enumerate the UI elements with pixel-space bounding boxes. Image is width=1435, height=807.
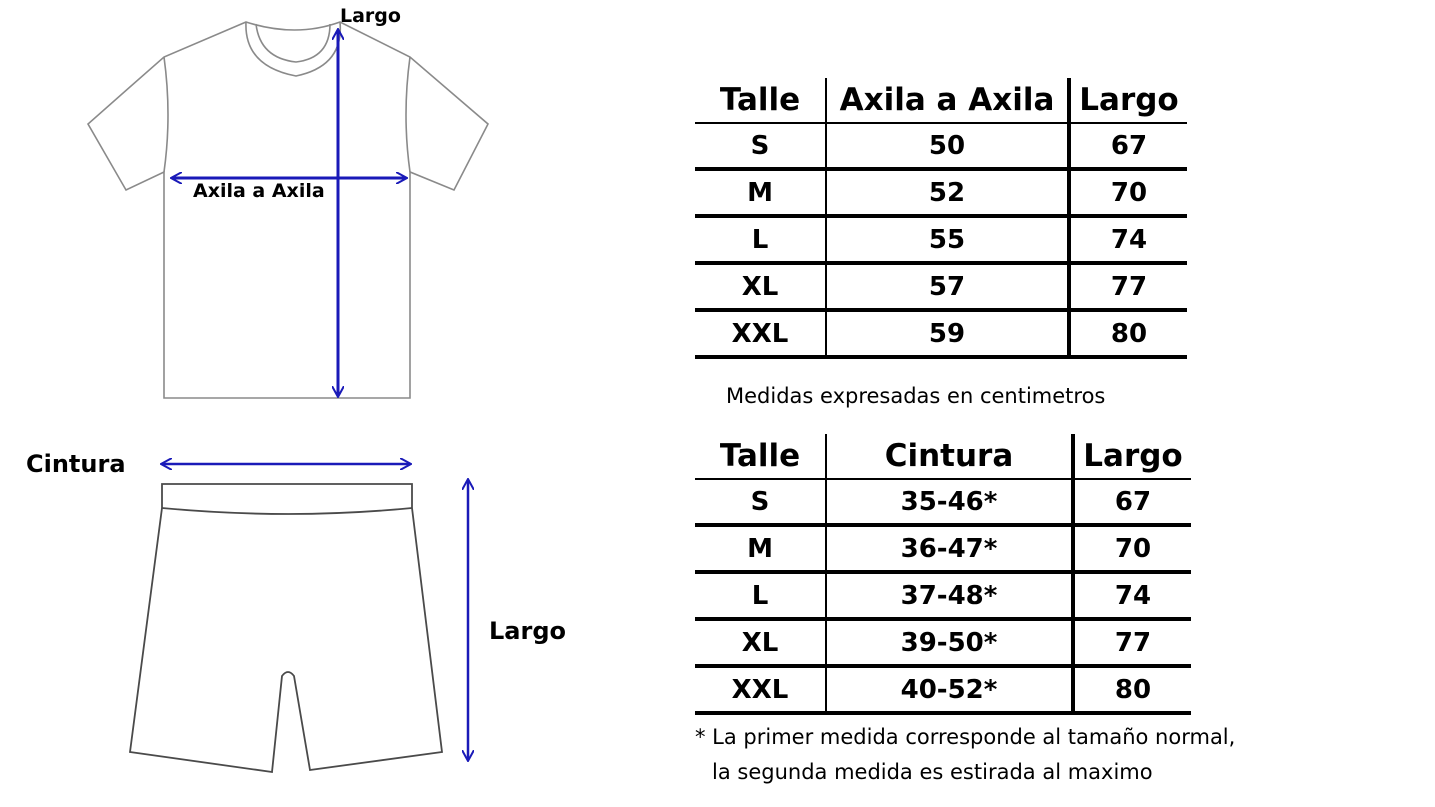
cell-size: XXL <box>695 310 826 357</box>
cell-largo: 77 <box>1069 263 1187 310</box>
table-row <box>695 310 1187 357</box>
cell-largo: 77 <box>1073 619 1191 666</box>
cell-largo: 80 <box>1073 666 1191 713</box>
table-row <box>695 619 1191 666</box>
cell-largo: 67 <box>1069 123 1187 169</box>
shirt-length-label: Largo <box>340 5 401 27</box>
shirt-axila-label: Axila a Axila <box>193 180 325 202</box>
table-row <box>695 123 1187 169</box>
footnote-line-1: * La primer medida corresponde al tamaño normal, <box>695 725 1236 749</box>
cell-largo: 70 <box>1069 169 1187 216</box>
cell-largo: 74 <box>1069 216 1187 263</box>
footnote-line-2: la segunda medida es estirada al maximo <box>712 760 1153 784</box>
header-talle: Talle <box>695 434 826 479</box>
cell-size: M <box>695 169 826 216</box>
cell-size: L <box>695 572 826 619</box>
table-header-row <box>695 434 1191 479</box>
table-row <box>695 572 1191 619</box>
shorts-length-label: Largo <box>489 617 566 645</box>
shirt-size-table <box>695 78 1187 359</box>
units-note: Medidas expresadas en centimetros <box>726 384 1106 408</box>
cell-size: L <box>695 216 826 263</box>
cell-cintura: 36-47* <box>826 525 1073 572</box>
cell-size: XL <box>695 619 826 666</box>
header-largo: Largo <box>1073 434 1191 479</box>
table-row <box>695 169 1187 216</box>
cell-size: S <box>695 479 826 525</box>
header-cintura: Cintura <box>826 434 1073 479</box>
cell-size: XL <box>695 263 826 310</box>
header-largo: Largo <box>1069 78 1187 123</box>
cell-axila: 55 <box>826 216 1069 263</box>
cell-largo: 80 <box>1069 310 1187 357</box>
cell-size: S <box>695 123 826 169</box>
table-row <box>695 479 1191 525</box>
cell-axila: 52 <box>826 169 1069 216</box>
shorts-waist-label: Cintura <box>26 450 126 478</box>
cell-cintura: 37-48* <box>826 572 1073 619</box>
shorts-size-table <box>695 434 1191 715</box>
table-row <box>695 263 1187 310</box>
header-talle: Talle <box>695 78 826 123</box>
shorts-outline <box>130 484 442 772</box>
header-axila: Axila a Axila <box>826 78 1069 123</box>
cell-largo: 74 <box>1073 572 1191 619</box>
cell-axila: 57 <box>826 263 1069 310</box>
cell-size: M <box>695 525 826 572</box>
cell-cintura: 35-46* <box>826 479 1073 525</box>
tshirt-outline <box>88 22 488 398</box>
cell-largo: 70 <box>1073 525 1191 572</box>
table-header-row <box>695 78 1187 123</box>
table-row <box>695 666 1191 713</box>
cell-axila: 59 <box>826 310 1069 357</box>
cell-largo: 67 <box>1073 479 1191 525</box>
table-row <box>695 216 1187 263</box>
table-row <box>695 525 1191 572</box>
cell-size: XXL <box>695 666 826 713</box>
cell-axila: 50 <box>826 123 1069 169</box>
garment-illustrations <box>0 0 660 807</box>
cell-cintura: 39-50* <box>826 619 1073 666</box>
cell-cintura: 40-52* <box>826 666 1073 713</box>
